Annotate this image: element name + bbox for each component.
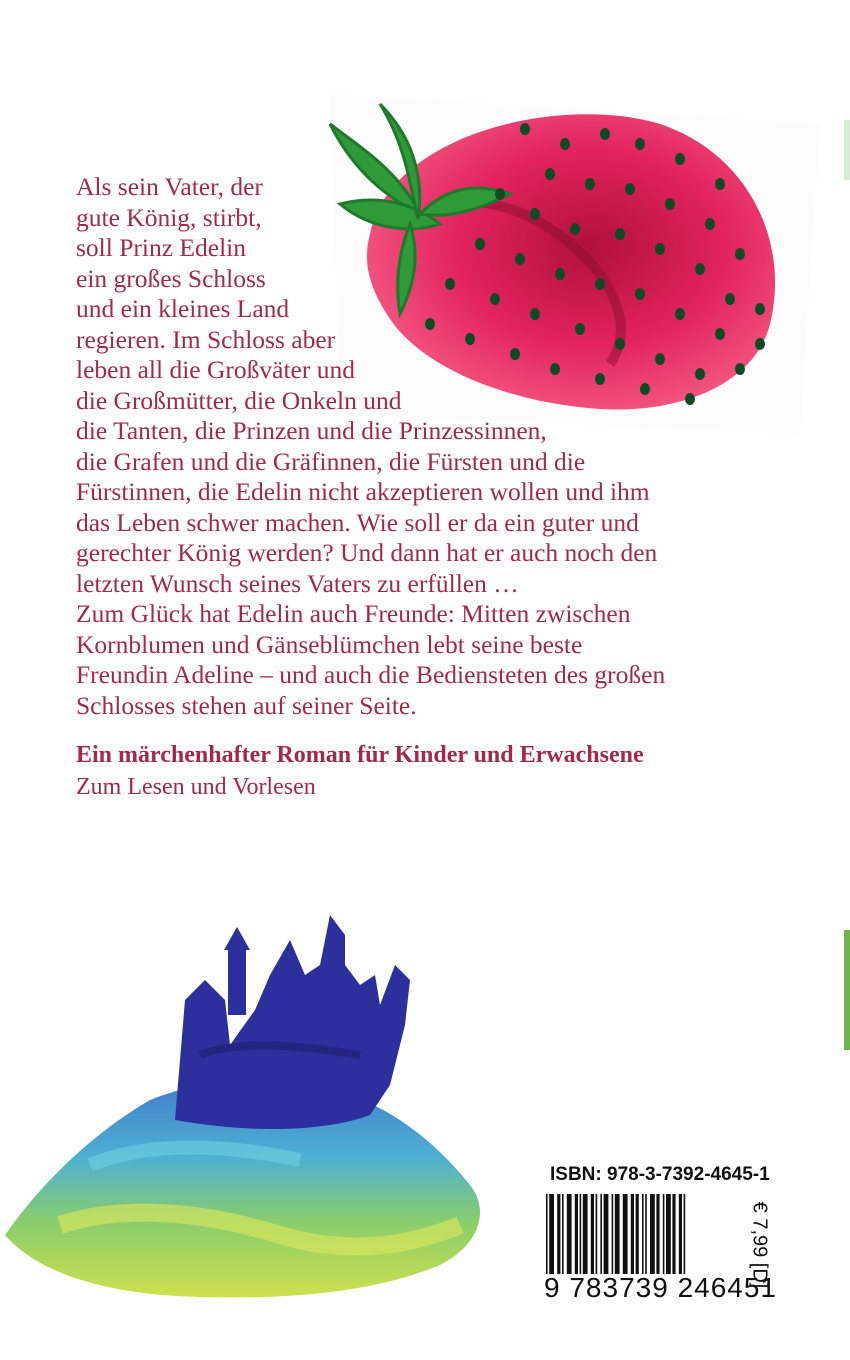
- blurb-line: Kornblumen und Gänseblümchen lebt seine beste: [76, 629, 583, 659]
- spine-edge-green-top: [844, 120, 850, 180]
- blurb-line: regieren. Im Schloss aber: [76, 324, 336, 354]
- blurb-line: letzten Wunsch seines Vaters zu erfüllen …: [76, 568, 519, 598]
- price-label: € 7,99 [D]: [748, 1201, 771, 1289]
- blurb-line: gute König, stirbt,: [76, 202, 262, 232]
- blurb-line: die Tanten, die Prinzen und die Prinzessinnen,: [76, 416, 547, 445]
- blurb-line: die Grafen und die Gräfinnen, die Fürsten und die: [76, 446, 586, 476]
- blurb-line: soll Prinz Edelin: [76, 233, 246, 262]
- blurb-line: Als sein Vater, der: [76, 172, 263, 201]
- barcode: [540, 1194, 750, 1274]
- tagline: Ein märchenhafter Roman für Kinder und Erwachsene: [76, 742, 644, 768]
- subline: Zum Lesen und Vorlesen: [76, 774, 316, 800]
- blurb-line: ein großes Schloss: [76, 263, 266, 293]
- spine-edge-green-bottom: [844, 930, 850, 1050]
- blurb-line: die Großmütter, die Onkeln und: [76, 385, 402, 415]
- barcode-digits: 9 783739 246451: [544, 1272, 777, 1303]
- castle-shape: [175, 915, 410, 1129]
- blurb-line: gerechter König werden? Und dann hat er auch noch den: [76, 538, 658, 567]
- blurb-line: Schlosses stehen auf seiner Seite.: [76, 690, 417, 720]
- blurb-line: leben all die Großväter und: [76, 355, 355, 384]
- isbn-label: ISBN: 978-3-7392-4645-1: [550, 1164, 770, 1185]
- castle-illustration: [0, 905, 500, 1305]
- blurb-line: und ein kleines Land: [76, 294, 290, 323]
- blurb-line: Zum Glück hat Edelin auch Freunde: Mitten zwischen: [76, 599, 631, 628]
- blurb-line: Fürstinnen, die Edelin nicht akzeptieren wollen und ihm: [76, 477, 650, 506]
- blurb-line: Freundin Adeline – und auch die Bediensteten des großen: [76, 660, 666, 689]
- blurb-line: das Leben schwer machen. Wie soll er da ein guter und: [76, 507, 639, 537]
